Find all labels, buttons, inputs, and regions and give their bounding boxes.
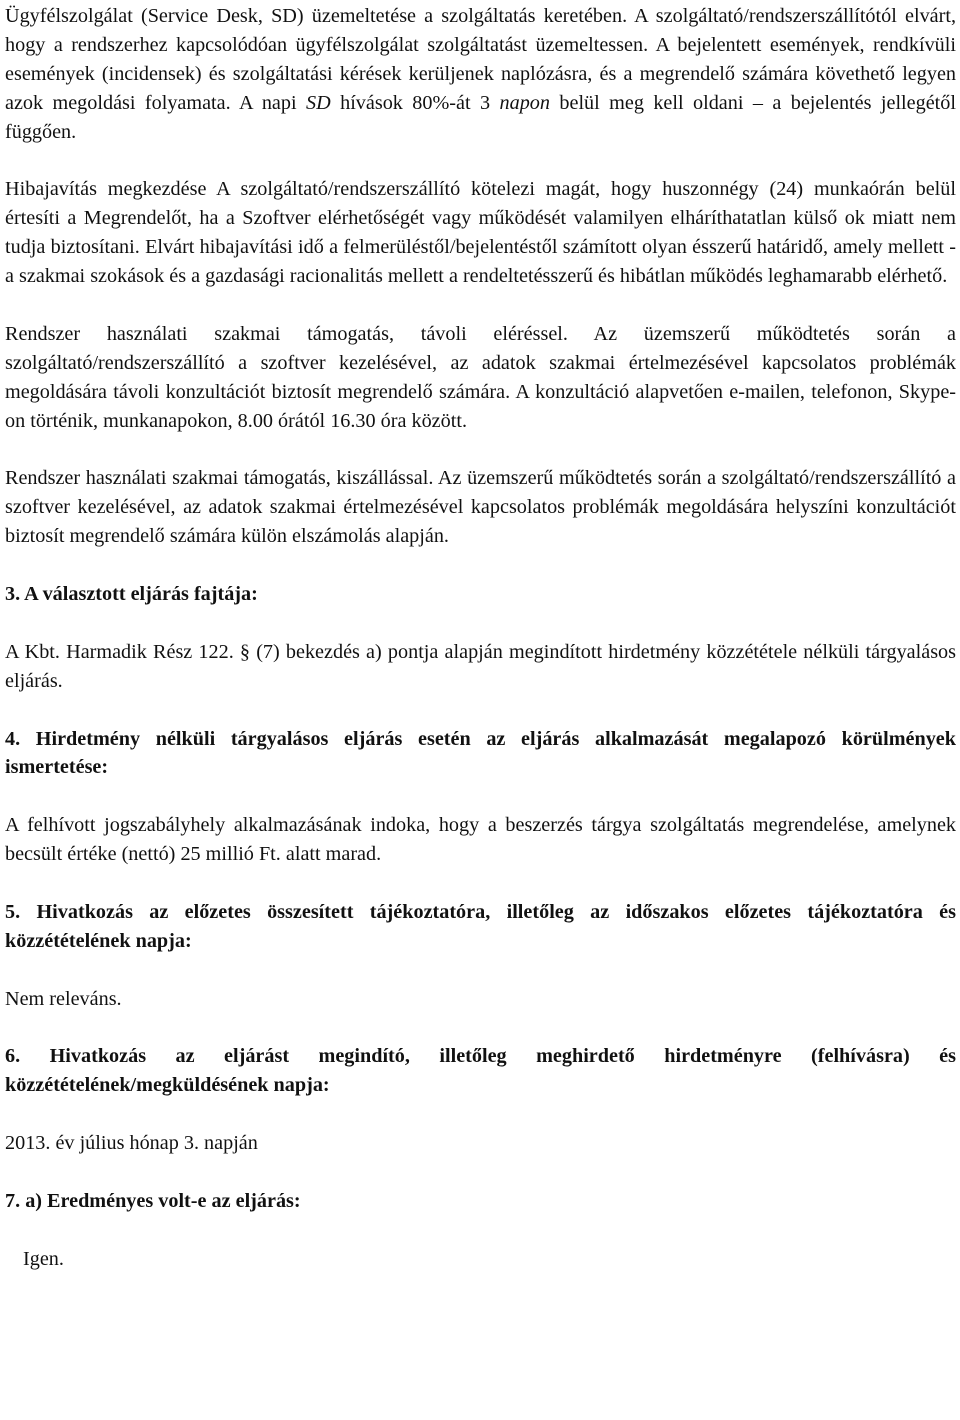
document-page <box>5 2 956 1274</box>
justification-paragraph: A felhívott jogszabályhely alkalmazásának indoka, hogy a beszerzés tárgya szolgáltatás megrendelése, amelynek becsült értéke (nettó) 25 millió Ft. alatt marad. <box>5 814 956 866</box>
service-desk-text-c: belül meg kell oldani – a bejelentés jellegétől függően. <box>5 91 956 143</box>
service-desk-paragraph <box>5 2 956 147</box>
section-5-heading: 5. Hivatkozás az előzetes összesített tájékoztatóra, illetőleg az időszakos előzetes tájékoztatóra és közzétételének napja: <box>5 900 956 952</box>
section-4-heading: 4. Hirdetmény nélküli tárgyalásos eljárás esetén az eljárás alkalmazását megalapozó körülmények ismertetése: <box>5 727 956 779</box>
onsite-support-paragraph: Rendszer használati szakmai támogatás, kiszállással. Az üzemszerű működtetés során a szolgáltató/rendszerszállító a szoftver kezelésével, az adatok szakmai értelmezésével kapcsolatos problémák megoldására helyszíni konzultációt biztosít megrendelő számára külön elszámolás alapján. <box>5 467 956 548</box>
result-paragraph: Igen. <box>23 1247 64 1270</box>
service-desk-text-b: hívások 80%-át 3 <box>330 91 500 114</box>
service-desk-napon-italic: napon <box>499 91 550 114</box>
procedure-type-paragraph: A Kbt. Harmadik Rész 122. § (7) bekezdés a) pontja alapján megindított hirdetmény közzététele nélküli tárgyalásos eljárás. <box>5 640 956 692</box>
section-3-heading: 3. A választott eljárás fajtája: <box>5 583 258 606</box>
section-6-heading: 6. Hivatkozás az eljárást megindító, illetőleg meghirdető hirdetményre (felhívásra) és közzétételének/megküldésének napja: <box>5 1045 956 1097</box>
service-desk-text-a: Ügyfélszolgálat (Service Desk, SD) üzemeltetése a szolgáltatás keretében. A szolgáltató/rendszerszállítótól elvárt, hogy a rendszerhez kapcsolódóan ügyfélszolgálat szolgáltatást üzemeltessen. A bejelentett események, rendkívüli események (incidensek) és szolgáltatási kérések kerüljenek naplózásra, és a megrendelő számára követhető legyen azok megoldási folyamata. A napi <box>5 5 956 114</box>
not-relevant-paragraph: Nem releváns. <box>5 987 122 1010</box>
service-desk-sd-italic: SD <box>306 91 331 114</box>
section-7a-heading: 7. a) Eredményes volt-e az eljárás: <box>5 1189 301 1212</box>
publication-date-paragraph: 2013. év július hónap 3. napján <box>5 1132 258 1155</box>
remote-support-paragraph: Rendszer használati szakmai támogatás, távoli eléréssel. Az üzemszerű működtetés során a szolgáltató/rendszerszállító a szoftver kezelésével, az adatok szakmai értelmezésével kapcsolatos problémák megoldására távoli konzultációt biztosít megrendelő számára. A konzultáció alapvetően e-mailen, telefonon, Skype-on történik, munkanapokon, 8.00 órától 16.30 óra között. <box>5 322 956 432</box>
bug-fix-paragraph: Hibajavítás megkezdése A szolgáltató/rendszerszállító kötelezi magát, hogy huszonnégy (24) munkaórán belül értesíti a Megrendelőt, ha a Szoftver elérhetőségét vagy működését valamilyen elháríthatatlan külső ok miatt nem tudja biztosítani. Elvárt hibajavítási idő a felmerüléstől/bejelentéstől számított olyan ésszerű határidő, amely mellett - a szakmai szokások és a gazdasági racionalitás mellett a rendeltetésszerű és hibátlan működés leghamarabb elérhető. <box>5 178 956 288</box>
